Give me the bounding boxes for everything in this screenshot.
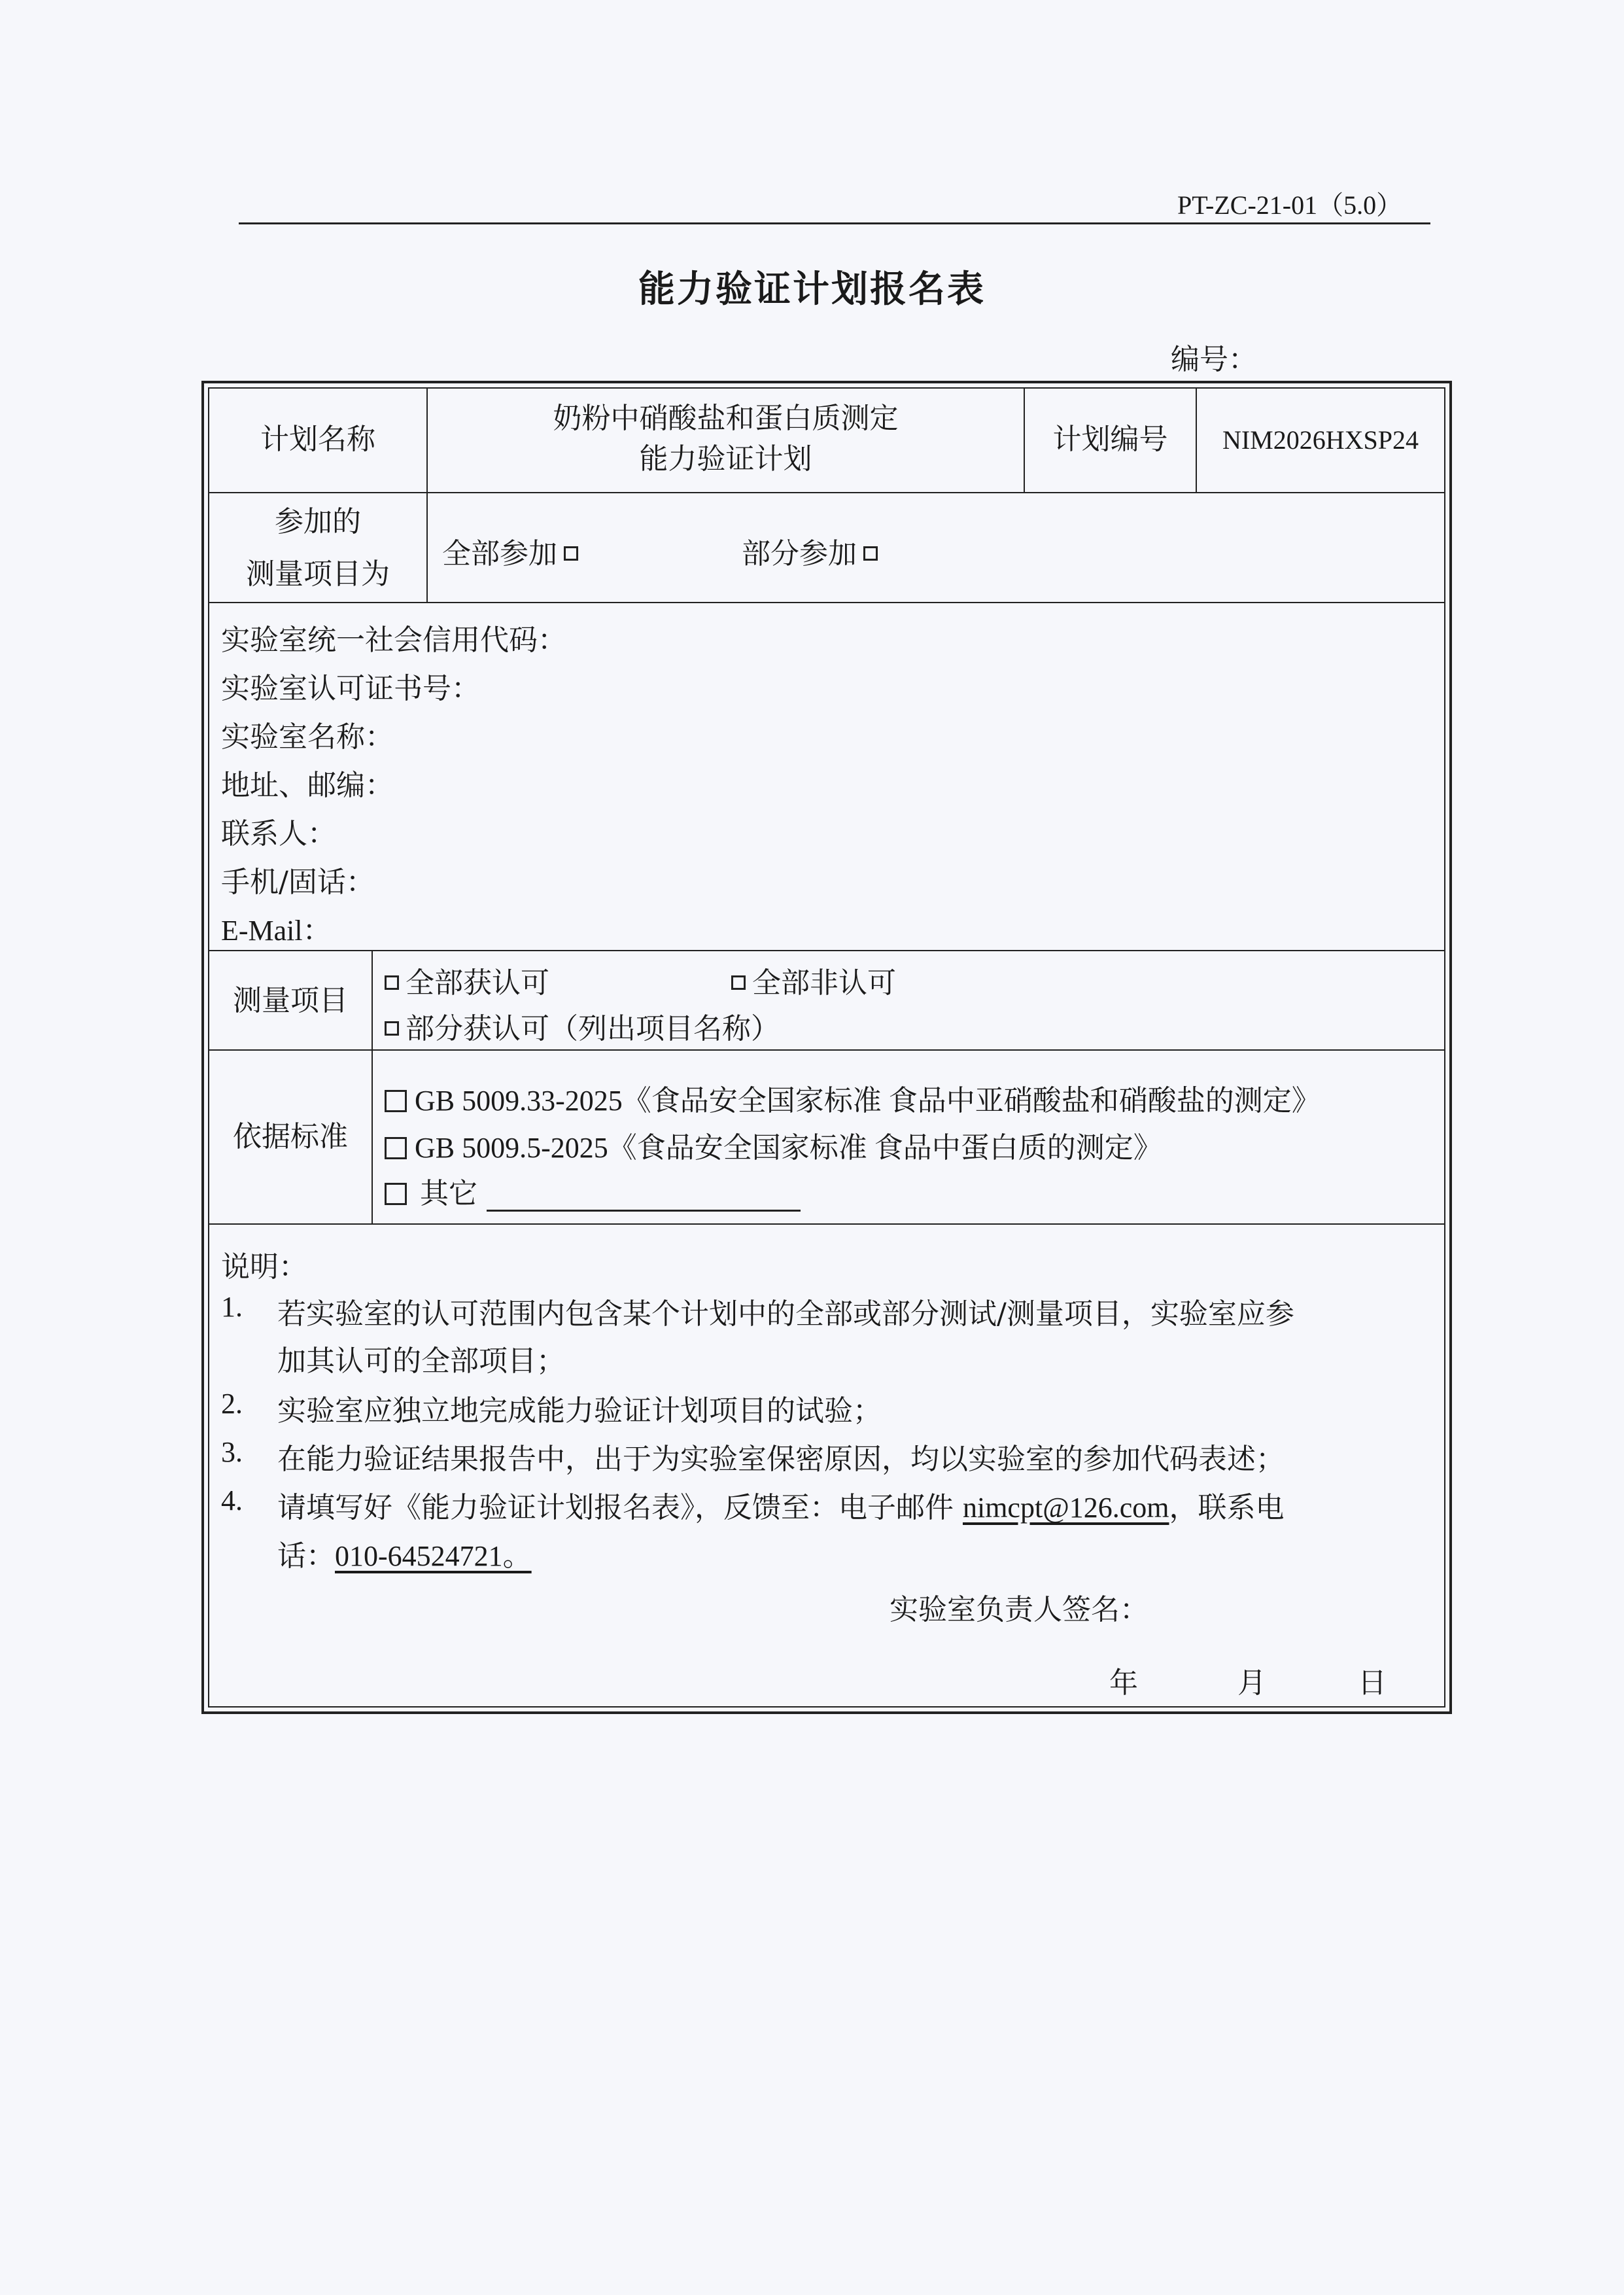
signature-label: 实验室负责人签名： <box>890 1593 1149 1626</box>
note-4-phone-prefix: 话： <box>277 1539 335 1573</box>
participation-label-line1: 参加的 <box>275 505 361 538</box>
plan-name-label: 计划名称 <box>260 423 375 456</box>
plan-code-value: NIM2026HXSP24 <box>1222 425 1419 455</box>
participate-part-label: 部分参加 <box>742 537 857 570</box>
note-4-line2 <box>277 1532 532 1574</box>
row-divider <box>208 950 1445 951</box>
measurement-label: 测量项目 <box>233 984 348 1017</box>
participate-all-checkbox[interactable] <box>564 546 578 561</box>
note-4-suffix: ，联系电 <box>1169 1491 1285 1524</box>
note-2-number: 2. <box>221 1388 243 1420</box>
standard-protein-label: GB 5009.5-2025《食品安全国家标准 食品中蛋白质的测定》 <box>415 1132 1162 1164</box>
row-divider <box>208 1049 1445 1051</box>
email-field[interactable]: E-Mail： <box>221 915 332 947</box>
standard-nitrite-checkbox[interactable] <box>385 1090 407 1112</box>
document-code: PT-ZC-21-01（5.0） <box>1177 190 1403 220</box>
credit-code-field[interactable]: 实验室统一社会信用代码： <box>221 623 566 657</box>
standard-protein-checkbox[interactable] <box>385 1137 407 1159</box>
feedback-phone-number: 010-64524721。 <box>335 1540 532 1572</box>
all-accredited-checkbox[interactable] <box>385 975 399 990</box>
partial-accredited-option[interactable] <box>378 1005 780 1047</box>
note-4-prefix: 请填写好《能力验证计划报名表》，反馈至：电子邮件 <box>277 1491 963 1524</box>
all-not-accredited-checkbox[interactable] <box>731 975 746 990</box>
notes-heading: 说明： <box>221 1250 307 1284</box>
form-title: 能力验证计划报名表 <box>638 268 986 311</box>
all-accredited-option[interactable] <box>378 959 549 1001</box>
note-1-line1: 若实验室的认可范围内包含某个计划中的全部或部分测试/测量项目，实验室应参 <box>277 1297 1294 1331</box>
standard-other-option[interactable] <box>385 1170 801 1212</box>
signature-day: 日 <box>1358 1666 1387 1700</box>
all-accredited-label: 全部获认可 <box>406 966 549 1000</box>
note-2-text: 实验室应独立地完成能力验证计划项目的试验； <box>277 1394 882 1428</box>
participate-part-option[interactable] <box>742 530 884 572</box>
participation-label-line2: 测量项目为 <box>246 557 390 591</box>
plan-name-line2: 能力验证计划 <box>639 442 812 476</box>
header-rule <box>239 222 1430 224</box>
signature-year: 年 <box>1109 1666 1138 1700</box>
standards-label: 依据标准 <box>233 1120 348 1153</box>
standard-other-blank[interactable] <box>487 1183 801 1212</box>
lab-name-field[interactable]: 实验室名称： <box>221 720 394 754</box>
plan-code-label: 计划编号 <box>1052 423 1168 456</box>
serial-number-label: 编号： <box>1171 343 1257 376</box>
feedback-email-link[interactable]: nimcpt@126.com <box>962 1492 1169 1524</box>
contact-field[interactable]: 联系人： <box>221 817 336 850</box>
note-3-number: 3. <box>221 1436 243 1468</box>
partial-accredited-checkbox[interactable] <box>385 1021 399 1036</box>
note-3-text: 在能力验证结果报告中，出于为实验室保密原因，均以实验室的参加代码表述； <box>277 1443 1285 1476</box>
all-not-accredited-label: 全部非认可 <box>752 966 896 1000</box>
participate-all-label: 全部参加 <box>442 537 557 570</box>
plan-name-line1: 奶粉中硝酸盐和蛋白质测定 <box>553 402 899 435</box>
note-4-line1 <box>277 1484 1284 1526</box>
note-4-number: 4. <box>221 1484 243 1516</box>
participate-part-checkbox[interactable] <box>863 546 878 561</box>
phone-field[interactable]: 手机/固话： <box>221 866 375 899</box>
note-1-line2: 加其认可的全部项目； <box>277 1344 565 1378</box>
participate-all-option[interactable] <box>442 530 585 572</box>
partial-accredited-label: 部分获认可（列出项目名称） <box>406 1012 780 1045</box>
all-not-accredited-option[interactable] <box>725 959 896 1001</box>
row-divider <box>208 492 1445 493</box>
address-field[interactable]: 地址、邮编： <box>221 769 394 802</box>
note-1-number: 1. <box>221 1291 243 1323</box>
standard-nitrite-option[interactable] <box>385 1077 1321 1119</box>
column-divider <box>371 950 373 1223</box>
standard-other-checkbox[interactable] <box>385 1183 407 1205</box>
standard-nitrite-label: GB 5009.33-2025《食品安全国家标准 食品中亚硝酸盐和硝酸盐的测定》 <box>415 1085 1321 1117</box>
row-divider <box>208 602 1445 603</box>
cert-number-field[interactable]: 实验室认可证书号： <box>221 672 480 705</box>
standard-other-label: 其它 <box>420 1177 477 1210</box>
signature-month: 月 <box>1237 1666 1266 1700</box>
standard-protein-option[interactable] <box>385 1124 1162 1166</box>
row-divider <box>208 1223 1445 1225</box>
